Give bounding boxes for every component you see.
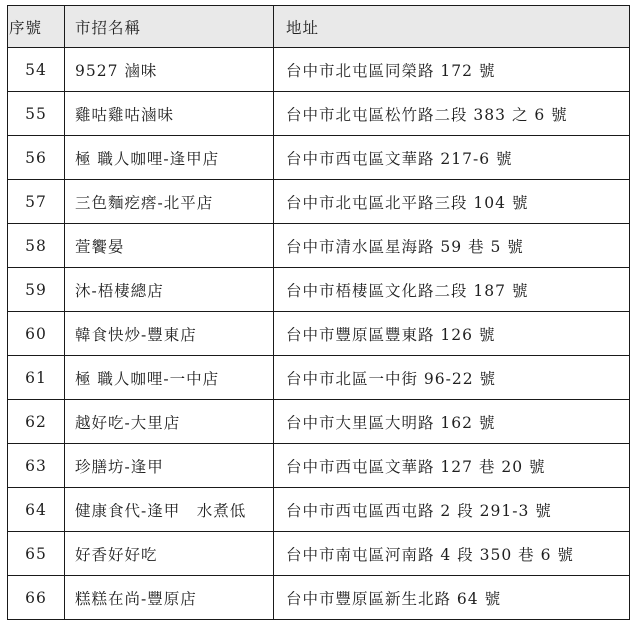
row-address: 台中市北屯區北平路三段 104 號 [274, 180, 630, 224]
row-serial-number: 57 [8, 180, 65, 224]
row-address: 台中市豐原區豐東路 126 號 [274, 312, 630, 356]
row-serial-number: 60 [8, 312, 65, 356]
table-row [8, 180, 630, 224]
row-serial-number: 56 [8, 136, 65, 180]
row-store-name: 越好吃-大里店 [65, 400, 274, 444]
row-store-name: 9527 滷味 [65, 48, 274, 92]
row-store-name: 好香好好吃 [65, 532, 274, 576]
row-store-name: 健康食代-逢甲 水煮低 [65, 488, 274, 532]
row-address: 台中市北屯區松竹路二段 383 之 6 號 [274, 92, 630, 136]
row-address: 台中市西屯區文華路 217-6 號 [274, 136, 630, 180]
row-store-name: 沐-梧棲總店 [65, 268, 274, 312]
header-address: 地址 [274, 6, 630, 48]
table-row [8, 444, 630, 488]
table-row [8, 488, 630, 532]
table-row [8, 400, 630, 444]
row-address: 台中市梧棲區文化路二段 187 號 [274, 268, 630, 312]
table-body [8, 48, 630, 620]
row-serial-number: 63 [8, 444, 65, 488]
row-store-name: 萱饗晏 [65, 224, 274, 268]
row-store-name: 極 職人咖哩-逢甲店 [65, 136, 274, 180]
row-serial-number: 55 [8, 92, 65, 136]
table-row [8, 356, 630, 400]
table-header [8, 6, 630, 48]
table-row [8, 532, 630, 576]
row-serial-number: 66 [8, 576, 65, 620]
header-row [8, 6, 630, 48]
row-serial-number: 54 [8, 48, 65, 92]
row-address: 台中市西屯區文華路 127 巷 20 號 [274, 444, 630, 488]
table-row [8, 312, 630, 356]
row-serial-number: 62 [8, 400, 65, 444]
table-row [8, 268, 630, 312]
row-address: 台中市西屯區西屯路 2 段 291-3 號 [274, 488, 630, 532]
row-serial-number: 58 [8, 224, 65, 268]
row-serial-number: 64 [8, 488, 65, 532]
store-table [7, 5, 630, 620]
row-store-name: 三色麵疙瘩-北平店 [65, 180, 274, 224]
row-address: 台中市南屯區河南路 4 段 350 巷 6 號 [274, 532, 630, 576]
table-row [8, 224, 630, 268]
row-address: 台中市北屯區同榮路 172 號 [274, 48, 630, 92]
row-store-name: 珍膳坊-逢甲 [65, 444, 274, 488]
row-store-name: 雞咕雞咕滷味 [65, 92, 274, 136]
row-address: 台中市清水區星海路 59 巷 5 號 [274, 224, 630, 268]
header-store-name: 市招名稱 [65, 6, 274, 48]
table-row [8, 48, 630, 92]
row-serial-number: 59 [8, 268, 65, 312]
row-store-name: 韓食快炒-豐東店 [65, 312, 274, 356]
row-address: 台中市大里區大明路 162 號 [274, 400, 630, 444]
row-address: 台中市北區一中街 96-22 號 [274, 356, 630, 400]
row-store-name: 糕糕在尚-豐原店 [65, 576, 274, 620]
table-row [8, 576, 630, 620]
row-serial-number: 65 [8, 532, 65, 576]
row-serial-number: 61 [8, 356, 65, 400]
table-row [8, 136, 630, 180]
table-row [8, 92, 630, 136]
row-address: 台中市豐原區新生北路 64 號 [274, 576, 630, 620]
header-serial-number: 序號 [8, 6, 65, 48]
row-store-name: 極 職人咖哩-一中店 [65, 356, 274, 400]
